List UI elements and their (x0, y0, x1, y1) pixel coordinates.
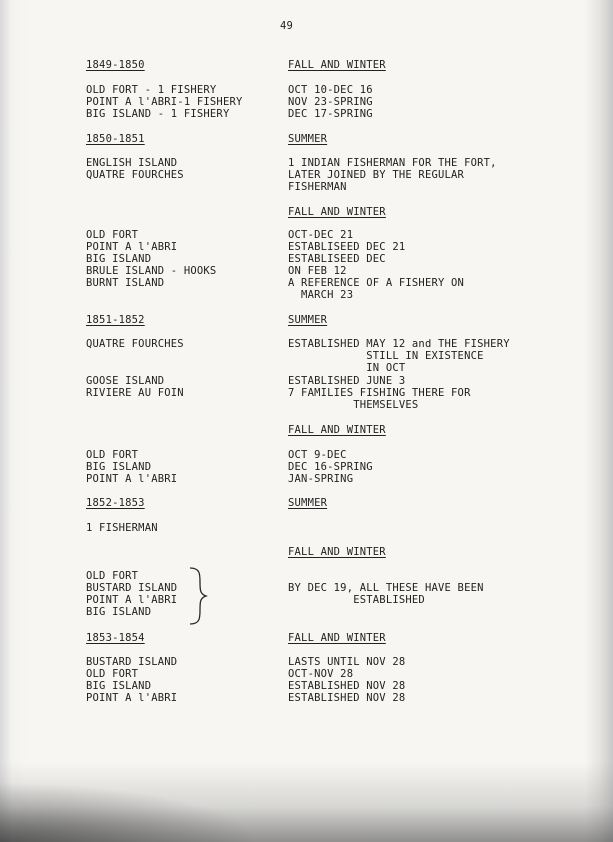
date-entry: ESTABLISHED (288, 594, 425, 606)
section-heading-year: 1850-1851 (86, 133, 145, 145)
date-entry: ESTABLISEED DEC 21 (288, 241, 406, 253)
location-entry: OLD FORT (86, 229, 139, 241)
date-entry: FISHERMAN (288, 181, 347, 193)
section-heading-year: 1852-1853 (86, 497, 145, 509)
section-heading-year: 1853-1854 (86, 632, 145, 644)
date-entry: DEC 17-SPRING (288, 108, 373, 120)
location-entry: BIG ISLAND - 1 FISHERY (86, 108, 230, 120)
curly-brace-icon (186, 566, 210, 626)
date-entry: JAN-SPRING (288, 473, 354, 485)
location-entry: BIG ISLAND (86, 253, 152, 265)
location-entry: POINT A l'ABRI (86, 692, 178, 704)
location-entry: ENGLISH ISLAND (86, 157, 178, 169)
date-entry: NOV 23-SPRING (288, 96, 373, 108)
location-entry: QUATRE FOURCHES (86, 169, 184, 181)
date-entry: ESTABLISHED NOV 28 (288, 680, 406, 692)
section-heading-season: FALL AND WINTER (288, 546, 386, 558)
location-entry: RIVIERE AU FOIN (86, 387, 184, 399)
location-entry: 1 FISHERMAN (86, 522, 158, 534)
date-entry: THEMSELVES (288, 399, 419, 411)
scan-corner-shadow (0, 782, 260, 842)
location-entry: POINT A l'ABRI-1 FISHERY (86, 96, 243, 108)
section-heading-season: SUMMER (288, 314, 328, 326)
location-entry: BIG ISLAND (86, 461, 152, 473)
date-entry: MARCH 23 (288, 289, 354, 301)
section-heading-season: SUMMER (288, 133, 328, 145)
date-entry: 7 FAMILIES FISHING THERE FOR (288, 387, 471, 399)
section-heading-season: FALL AND WINTER (288, 632, 386, 644)
location-entry: BRULE ISLAND - HOOKS (86, 265, 217, 277)
location-entry: POINT A l'ABRI (86, 594, 178, 606)
date-entry: DEC 16-SPRING (288, 461, 373, 473)
location-entry: OLD FORT - 1 FISHERY (86, 84, 217, 96)
location-entry: OLD FORT (86, 570, 139, 582)
date-entry: ESTABLISHED MAY 12 and THE FISHERY (288, 338, 510, 350)
location-entry: OLD FORT (86, 668, 139, 680)
location-entry: GOOSE ISLAND (86, 375, 165, 387)
location-entry: BUSTARD ISLAND (86, 656, 178, 668)
location-entry: BIG ISLAND (86, 680, 152, 692)
page-number: 49 (280, 20, 294, 32)
location-entry: POINT A l'ABRI (86, 473, 178, 485)
date-entry: OCT-NOV 28 (288, 668, 354, 680)
date-entry: LATER JOINED BY THE REGULAR (288, 169, 465, 181)
date-entry: IN OCT (288, 362, 406, 374)
section-heading-season: FALL AND WINTER (288, 59, 386, 71)
date-entry: LASTS UNTIL NOV 28 (288, 656, 406, 668)
location-entry: OLD FORT (86, 449, 139, 461)
date-entry: ESTABLISHED NOV 28 (288, 692, 406, 704)
date-entry: STILL IN EXISTENCE (288, 350, 484, 362)
date-entry: ON FEB 12 (288, 265, 347, 277)
date-entry: 1 INDIAN FISHERMAN FOR THE FORT, (288, 157, 497, 169)
date-entry: BY DEC 19, ALL THESE HAVE BEEN (288, 582, 484, 594)
location-entry: POINT A l'ABRI (86, 241, 178, 253)
location-entry: BIG ISLAND (86, 606, 152, 618)
location-entry: BUSTARD ISLAND (86, 582, 178, 594)
section-heading-season: FALL AND WINTER (288, 424, 386, 436)
section-heading-year: 1851-1852 (86, 314, 145, 326)
date-entry: ESTABLISHED JUNE 3 (288, 375, 406, 387)
date-entry: A REFERENCE OF A FISHERY ON (288, 277, 465, 289)
section-heading-season: FALL AND WINTER (288, 206, 386, 218)
section-heading-year: 1849-1850 (86, 59, 145, 71)
date-entry: ESTABLISEED DEC (288, 253, 386, 265)
date-entry: OCT 10-DEC 16 (288, 84, 373, 96)
date-entry: OCT 9-DEC (288, 449, 347, 461)
location-entry: BURNT ISLAND (86, 277, 165, 289)
location-entry: QUATRE FOURCHES (86, 338, 184, 350)
section-heading-season: SUMMER (288, 497, 328, 509)
date-entry: OCT-DEC 21 (288, 229, 354, 241)
